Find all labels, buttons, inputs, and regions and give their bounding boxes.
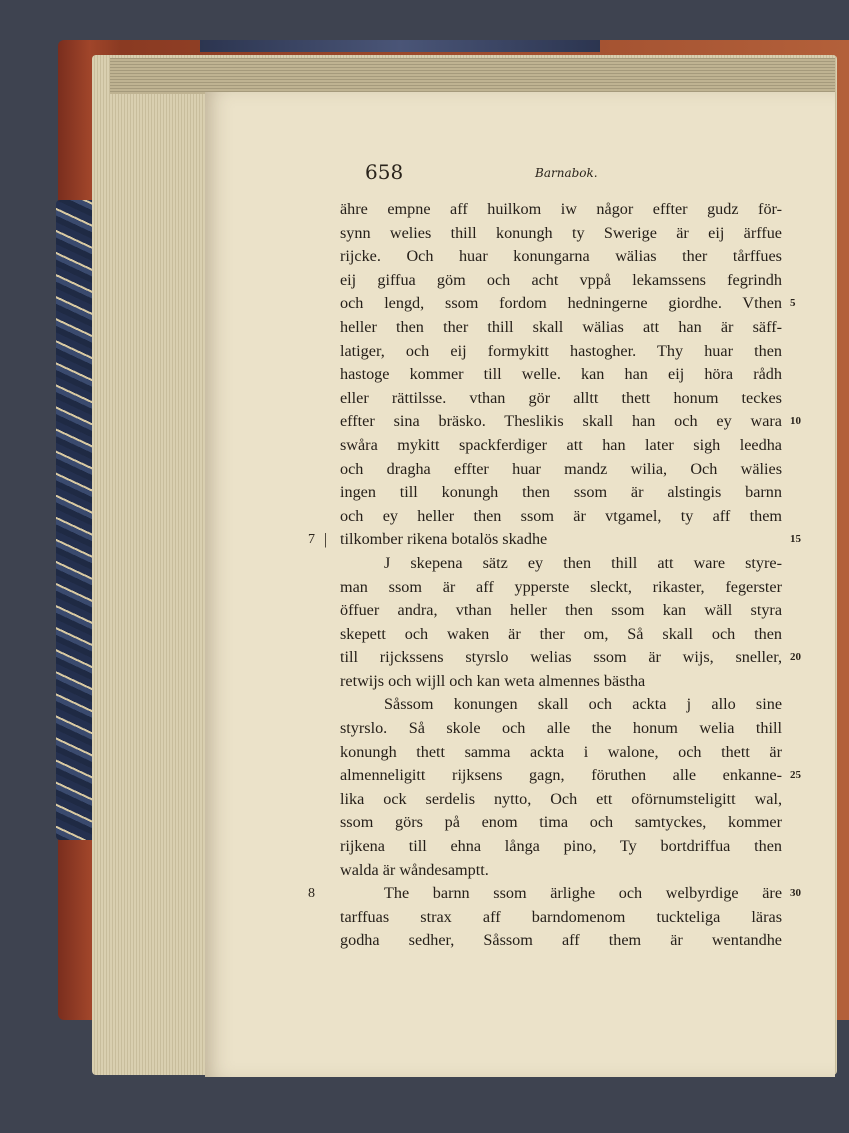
line-text: lika ock serdelis nytto, Och ett oförnumsteligitt wal,	[340, 789, 782, 808]
page-break-mark: |	[324, 531, 328, 549]
section-number-left: 8	[308, 886, 315, 902]
text-line	[340, 363, 810, 387]
line-number-right: 25	[790, 769, 801, 782]
line-text: godha sedher, Såssom aff them är wentandhe	[340, 931, 782, 950]
line-text: tilkomber rikena botalös skadhe	[340, 530, 548, 549]
running-head: Barnabok.	[535, 166, 598, 180]
text-line	[340, 387, 810, 411]
text-line	[340, 599, 810, 623]
text-line	[340, 222, 810, 246]
text-line	[340, 198, 810, 222]
line-text: latiger, och eij formykitt hastogher. Thy huar then	[340, 341, 782, 360]
text-line	[340, 788, 810, 812]
text-line	[340, 269, 810, 293]
line-text: och ey heller then ssom är vtgamel, ty aff them	[340, 506, 782, 525]
section-number-left: 7	[308, 532, 315, 548]
line-text: ssom görs på enom tima och samtyckes, kommer	[340, 813, 782, 832]
text-line	[340, 458, 810, 482]
line-number-right: 20	[790, 651, 801, 664]
line-text: skepett och waken är ther om, Så skall och then	[340, 624, 782, 643]
text-line	[340, 811, 810, 835]
text-line	[340, 434, 810, 458]
line-text: styrslo. Så skole och alle the honum welia thill	[340, 719, 782, 738]
text-line	[340, 552, 810, 576]
line-text: hastoge kommer till welle. kan han eij höra rådh	[340, 365, 782, 384]
text-line	[340, 670, 810, 694]
line-text: walda är wåndesamptt.	[340, 860, 489, 879]
line-text: konungh thett samma ackta i walone, och thett är	[340, 742, 782, 761]
line-text: öffuer andra, vthan heller then ssom kan wäll styra	[340, 601, 782, 620]
line-text: rijkena till ehna långa pino, Ty bortdriffua then	[340, 837, 782, 856]
line-text: och lengd, ssom fordom hedningerne giordhe. Vthen	[340, 294, 782, 313]
text-block	[308, 198, 810, 953]
text-line	[340, 505, 810, 529]
text-line	[340, 835, 810, 859]
text-line	[340, 741, 810, 765]
line-text: tarffuas strax aff barndomenom tuckteliga läras	[340, 907, 782, 926]
line-number-right: 15	[790, 533, 801, 546]
line-text: eller rättilsse. vthan gör alltt thett honum teckes	[340, 388, 782, 407]
text-line	[340, 717, 810, 741]
text-line	[340, 929, 810, 953]
page-top-edge	[110, 58, 835, 94]
text-line	[340, 292, 810, 316]
line-text: Såssom konungen skall och ackta j allo sine	[384, 695, 782, 714]
text-line	[308, 882, 810, 906]
line-text: ähre empne aff huilkom iw någor effter gudz för-	[340, 200, 782, 218]
line-number-right: 10	[790, 415, 801, 428]
text-line	[340, 623, 810, 647]
text-line	[308, 528, 810, 552]
cover-top-band	[200, 40, 600, 52]
line-text: almenneligitt rijksens gagn, föruthen alle enkanne-	[340, 766, 782, 785]
line-text: heller then ther thill skall wälias att han är säff-	[340, 317, 782, 336]
line-text: och dragha effter huar mandz wilia, Och wälies	[340, 459, 782, 478]
text-line	[340, 576, 810, 600]
text-line	[340, 646, 810, 670]
text-line	[340, 340, 810, 364]
text-line	[340, 481, 810, 505]
text-line	[340, 693, 810, 717]
line-text: ingen till konungh then ssom är alstingis barnn	[340, 483, 782, 502]
text-line	[340, 906, 810, 930]
line-number-right: 5	[790, 297, 796, 310]
line-text: retwijs och wijll och kan weta almennes bästha	[340, 671, 646, 690]
line-text: till rijckssens styrslo welias ssom är wijs, sneller,	[340, 648, 782, 667]
line-text: swåra mykitt spackferdiger att han later sigh leedha	[340, 435, 782, 454]
line-text: man ssom är aff ypperste sleckt, rikaster, fegerster	[340, 577, 782, 596]
line-text: rijcke. Och huar konungarna wälias ther tårffues	[340, 247, 782, 266]
line-text: J skepena sätz ey then thill att ware styre-	[384, 553, 782, 572]
line-text: effter sina bräsko. Theslikis skall han och ey wara	[340, 412, 782, 431]
text-line	[340, 316, 810, 340]
line-number-right: 30	[790, 887, 801, 900]
line-text: The barnn ssom ärlighe och welbyrdige äre	[384, 884, 782, 903]
line-text: eij giffua göm och acht vppå lekamssens fegrindh	[340, 270, 782, 289]
text-line	[340, 410, 810, 434]
text-line	[340, 245, 810, 269]
line-text: synn welies thill konungh ty Swerige är eij ärffue	[340, 223, 782, 242]
text-line	[340, 859, 810, 883]
text-line	[340, 764, 810, 788]
page-header	[365, 160, 825, 190]
page-number: 658	[365, 160, 404, 184]
